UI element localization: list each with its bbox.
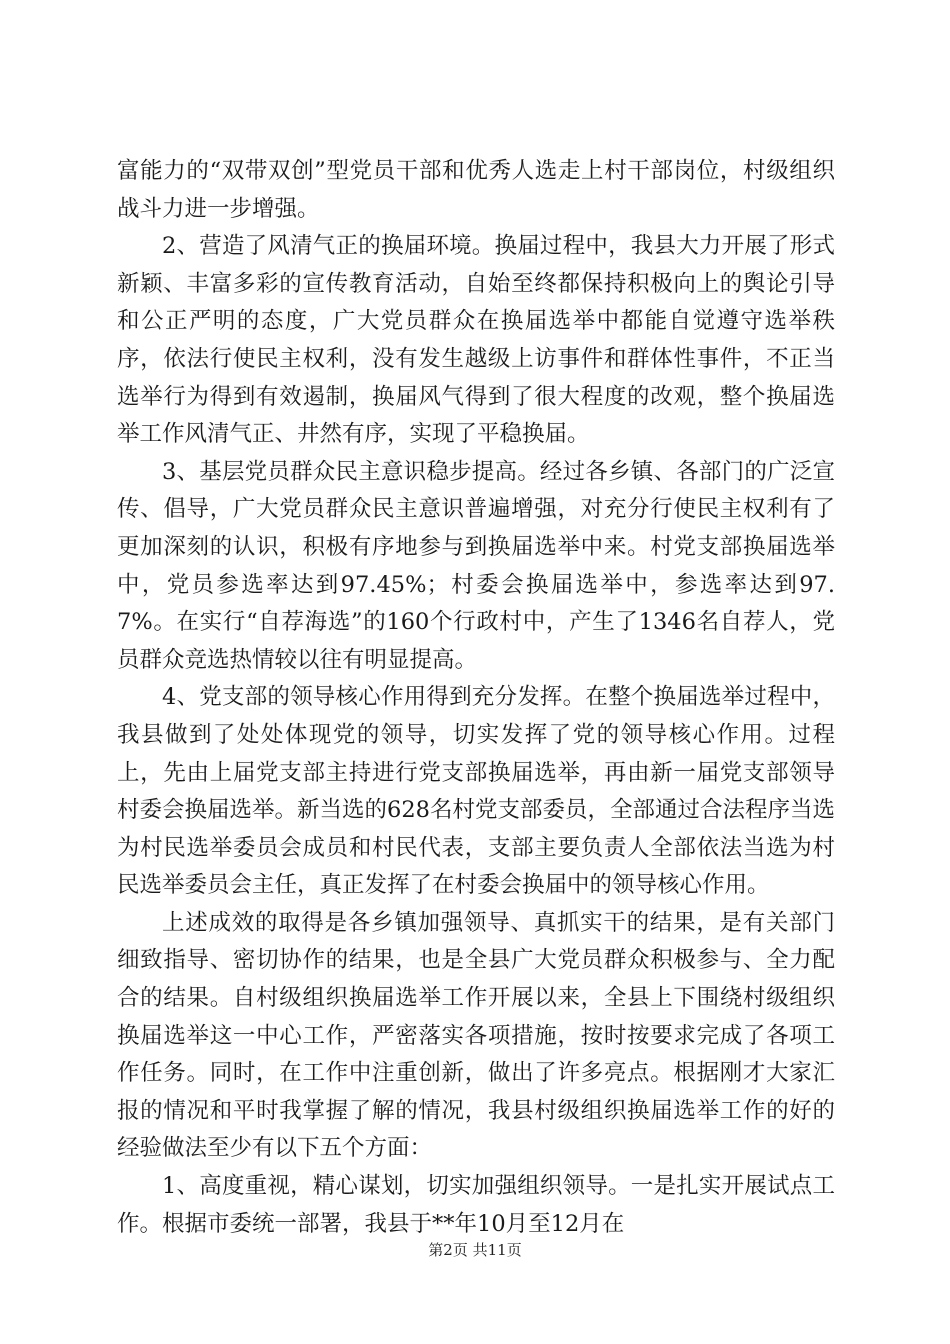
paragraph-1: 富能力的“双带双创”型党员干部和优秀人选走上村干部岗位，村级组织战斗力进一步增强。 <box>117 158 835 222</box>
paragraph-4: 4、党支部的领导核心作用得到充分发挥。在整个换届选举过程中，我县做到了处处体现党的领导，切实发挥了党的领导核心作用。过程上，先由上届党支部主持进行党支部换届选举，再由新一届党支部领导村委会换届选举。新当选的628名村党支部委员，全部通过合法程序当选为村民选举委员会成员和村民代表，支部主要负责人全部依法当选为村民选举委员会主任，真正发挥了在村委会换届中的领导核心作用。 <box>117 684 835 899</box>
paragraph-3: 3、基层党员群众民主意识稳步提高。经过各乡镇、各部门的广泛宣传、倡导，广大党员群众民主意识普遍增强，对充分行使民主权利有了更加深刻的认识，积极有序地参与到换届选举中来。村党支部换届选举中，党员参选率达到97.45%；村委会换届选举中，参选率达到97.7%。在实行“自荐海选”的160个行政村中，产生了1346名自荐人，党员群众竞选热情较以往有明显提高。 <box>117 458 835 673</box>
page-footer <box>0 1240 950 1260</box>
paragraph-6: 1、高度重视，精心谋划，切实加强组织领导。一是扎实开展试点工作。根据市委统一部署，我县于**年10月至12月在 <box>117 1173 835 1237</box>
page-number: 第2页 共11页 <box>428 1241 522 1259</box>
paragraph-2: 2、营造了风清气正的换届环境。换届过程中，我县大力开展了形式新颖、丰富多彩的宣传教育活动，自始至终都保持积极向上的舆论引导和公正严明的态度，广大党员群众在换届选举中都能自觉遵守选举秩序，依法行使民主权利，没有发生越级上访事件和群体性事件，不正当选举行为得到有效遏制，换届风气得到了很大程度的改观，整个换届选举工作风清气正、井然有序，实现了平稳换届。 <box>117 233 835 448</box>
paragraph-5: 上述成效的取得是各乡镇加强领导、真抓实干的结果，是有关部门细致指导、密切协作的结果，也是全县广大党员群众积极参与、全力配合的结果。自村级组织换届选举工作开展以来，全县上下围绕村级组织换届选举这一中心工作，严密落实各项措施，按时按要求完成了各项工作任务。同时，在工作中注重创新，做出了许多亮点。根据刚才大家汇报的情况和平时我掌握了解的情况，我县村级组织换届选举工作的好的经验做法至少有以下五个方面： <box>117 909 835 1162</box>
document-body <box>117 153 835 1243</box>
